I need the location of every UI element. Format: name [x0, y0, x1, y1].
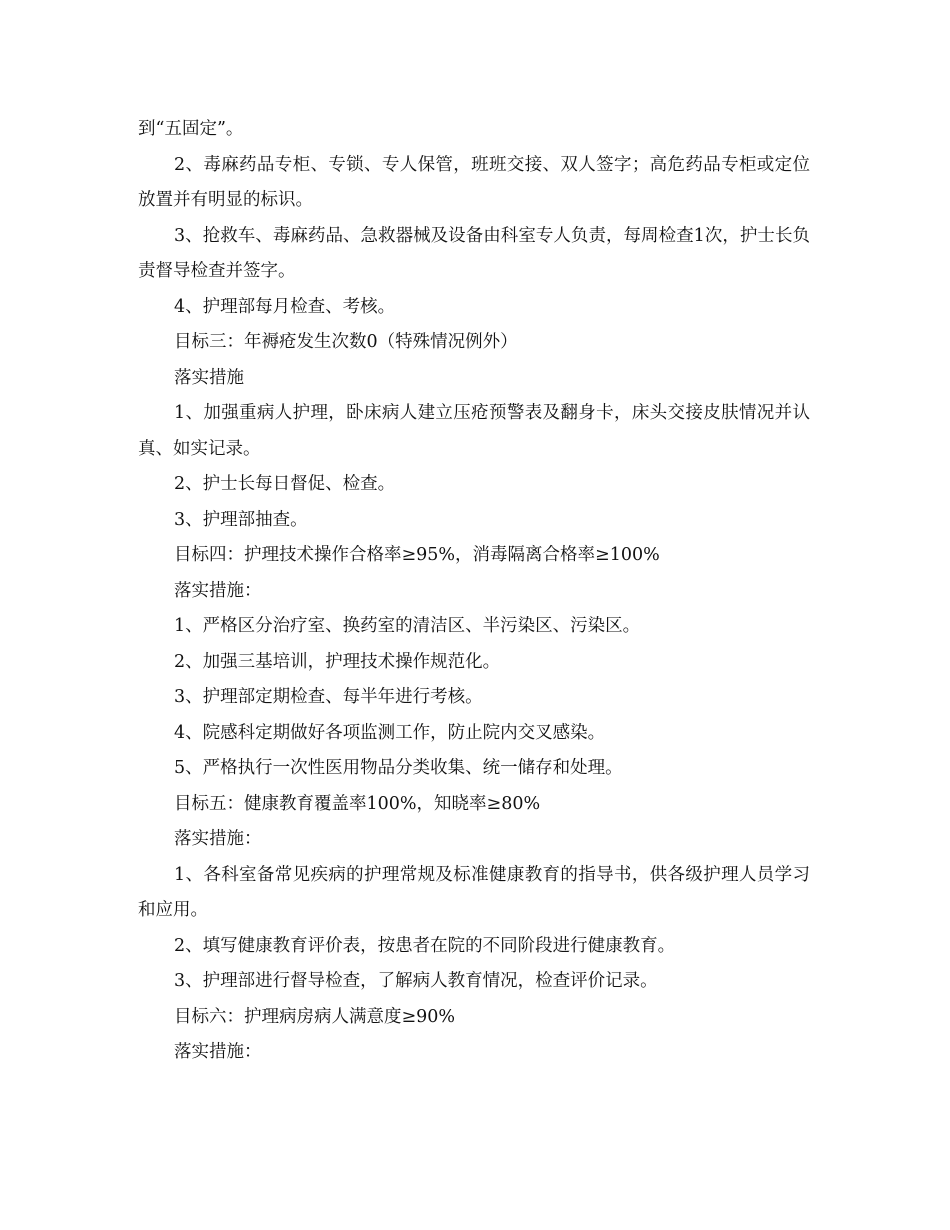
subheading: 落实措施：: [174, 829, 262, 849]
paragraph: 1、严格区分治疗室、换药室的清洁区、半污染区、污染区。: [174, 616, 641, 636]
paragraph: 3、护理部抽查。: [174, 509, 308, 530]
section-heading: 目标四：护理技术操作合格率≥95%，消毒隔离合格率≥100%: [174, 545, 660, 565]
paragraph: 4、院感科定期做好各项监测工作，防止院内交叉感染。: [174, 722, 606, 743]
subheading: 落实措施: [174, 367, 244, 388]
subheading: 落实措施：: [174, 1042, 262, 1062]
paragraph: 3、抢救车、毒麻药品、急救器械及设备由科室专人负责，每周检查1次，护士长负责督导检查并签字。: [138, 225, 810, 281]
section-heading: 目标六：护理病房病人满意度≥90%: [174, 1006, 456, 1027]
paragraph: 1、各科室备常见疾病的护理常规及标准健康教育的指导书，供各级护理人员学习和应用。: [138, 864, 810, 920]
subheading: 落实措施：: [174, 580, 262, 601]
paragraph: 5、严格执行一次性医用物品分类收集、统一储存和处理。: [174, 758, 623, 778]
paragraph: 1、加强重病人护理，卧床病人建立压疮预警表及翻身卡，床头交接皮肤情况并认真、如实记录。: [138, 403, 810, 459]
section-heading: 目标五：健康教育覆盖率100%，知晓率≥80%: [174, 793, 541, 814]
paragraph: 3、护理部进行督导检查，了解病人教育情况，检查评价记录。: [174, 971, 658, 991]
paragraph: 3、护理部定期检查、每半年进行考核。: [174, 687, 483, 707]
paragraph: 到“五固定”。: [138, 119, 244, 139]
paragraph: 4、护理部每月检查、考核。: [174, 296, 396, 317]
section-heading: 目标三：年褥疮发生次数0（特殊情况例外）: [174, 332, 518, 352]
paragraph: 2、护士长每日督促、检查。: [174, 474, 396, 494]
paragraph: 2、填写健康教育评价表，按患者在院的不同阶段进行健康教育。: [174, 935, 676, 956]
document-body: [138, 112, 810, 1071]
paragraph: 2、加强三基培训，护理技术操作规范化。: [174, 651, 501, 672]
paragraph: 2、毒麻药品专柜、专锁、专人保管，班班交接、双人签字；高危药品专柜或定位放置并有明显的标识。: [138, 154, 810, 210]
